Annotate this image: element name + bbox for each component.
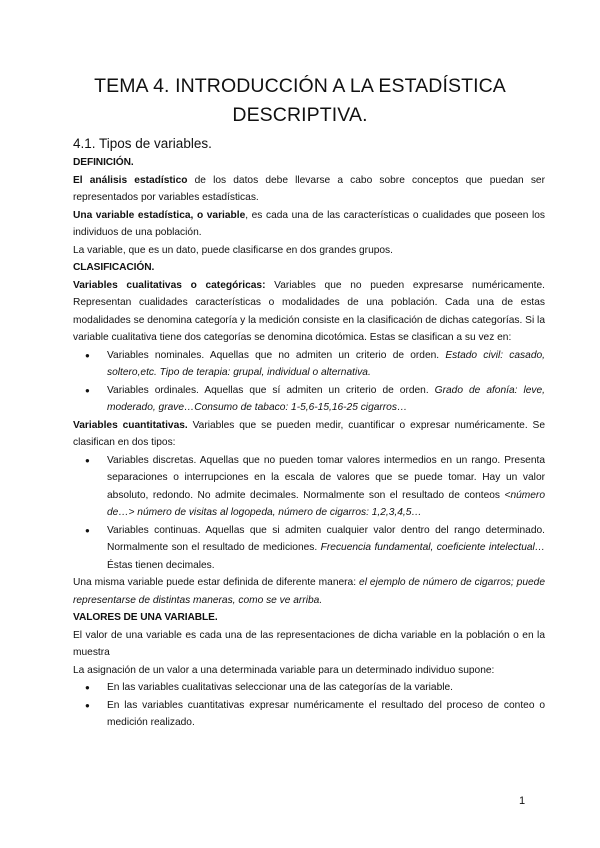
valores-paragraph-2: La asignación de un valor a una determinada variable para un determinado individuo supone: [73, 664, 495, 676]
cualitativas-paragraph [73, 277, 545, 347]
valores-list [73, 679, 545, 732]
item-text: Variables discretas. Aquellas que no pueden tomar valores intermedios en un rango. Presenta separaciones o interrupciones en la escala de valores que se puede tomar. Hay un valor absoluto, redondo. No admite decimales. Normalmente son el resultado de conteos [107, 454, 545, 501]
item-text: Variables nominales. Aquellas que no admiten un criterio de orden. [107, 349, 446, 361]
paragraph-text: , es cada una de las características o cualidades que poseen los individuos de una población. [73, 209, 545, 238]
paragraph-example: el ejemplo de número de cigarros; puede representarse de distintas maneras, como se ve arriba. [73, 577, 545, 606]
bold-term: Una variable estadística, o variable [73, 209, 246, 221]
paragraph-text: de los datos debe llevarse a cabo sobre conceptos que puedan ser representados por variables estadísticas. [73, 174, 545, 203]
paragraph-text: Variables que no pueden expresarse numéricamente. Representan cualidades características o modalidades de una población. Cada una de estas modalidades se denomina categoría y la medición consiste en la clasificación de dichas categorías. Si la variable cualitativa tiene dos categorías se denomina dicotómica. Estas se clasifican a su vez en: [73, 279, 545, 343]
title-line-1: TEMA 4. INTRODUCCIÓN A LA ESTADÍSTICA [94, 75, 506, 97]
definicion-paragraph-3: La variable, que es un dato, puede clasificarse en dos grandes grupos. [73, 244, 393, 256]
cualitativas-list [73, 347, 545, 417]
bold-term: Variables cualitativas o categóricas: [73, 279, 266, 291]
valores-heading: VALORES DE UNA VARIABLE. [73, 612, 218, 623]
paragraph-text: Variables que se pueden medir, cuantificar o expresar numéricamente. Se clasifican en dos tipos: [73, 419, 546, 448]
bold-term: El análisis estadístico [73, 174, 188, 186]
cuantitativas-list [73, 452, 545, 575]
item-text: Variables continuas. Aquellas que si admiten cualquier valor dentro del rango determinado. Normalmente son el resultado de mediciones. [107, 524, 545, 553]
cuantitativas-paragraph [73, 417, 545, 452]
item-example: <número de…> número de visitas al logopeda, número de cigarros: 1,2,3,4,5… [107, 489, 545, 518]
item-example: Frecuencia fundamental, coeficiente intelectual… [320, 542, 545, 553]
bold-term: Variables cuantitativas. [73, 419, 188, 431]
page-title [60, 72, 540, 130]
list-item [107, 522, 545, 575]
valores-paragraph-1: El valor de una variable es cada una de las representaciones de dicha variable en la población o en la muestra [73, 629, 545, 658]
title-line-2: DESCRIPTIVA. [232, 104, 368, 126]
misma-variable-paragraph [73, 574, 545, 609]
item-text: Variables ordinales. Aquellas que sí admiten un criterio de orden. [107, 384, 435, 396]
list-item: ● En las variables cualitativas seleccionar una de las categorías de la variable. [107, 679, 545, 697]
section-heading: 4.1. Tipos de variables. [73, 136, 212, 151]
definicion-paragraph-2 [73, 207, 545, 242]
item-example: Estado civil: casado, soltero,etc. Tipo de terapia: grupal, individual o alternativa. [107, 349, 545, 378]
item-after: Éstas tienen decimales. [107, 559, 215, 571]
list-item [107, 452, 545, 522]
page-number: 1 [519, 795, 526, 807]
list-item [107, 382, 545, 417]
definicion-heading: DEFINICIÓN. [73, 157, 134, 168]
paragraph-text: Una misma variable puede estar definida de diferente manera: [73, 577, 360, 588]
list-item: ● En las variables cuantitativas expresar numéricamente el resultado del proceso de conteo o medición realizado. [107, 697, 545, 732]
definicion-paragraph-1 [73, 172, 545, 207]
body-content [73, 154, 545, 732]
clasificacion-heading: CLASIFICACIÓN. [73, 262, 155, 273]
list-item [107, 347, 545, 382]
item-example: Grado de afonía: leve, moderado, grave…Consumo de tabaco: 1-5,6-15,16-25 cigarros… [107, 384, 545, 413]
